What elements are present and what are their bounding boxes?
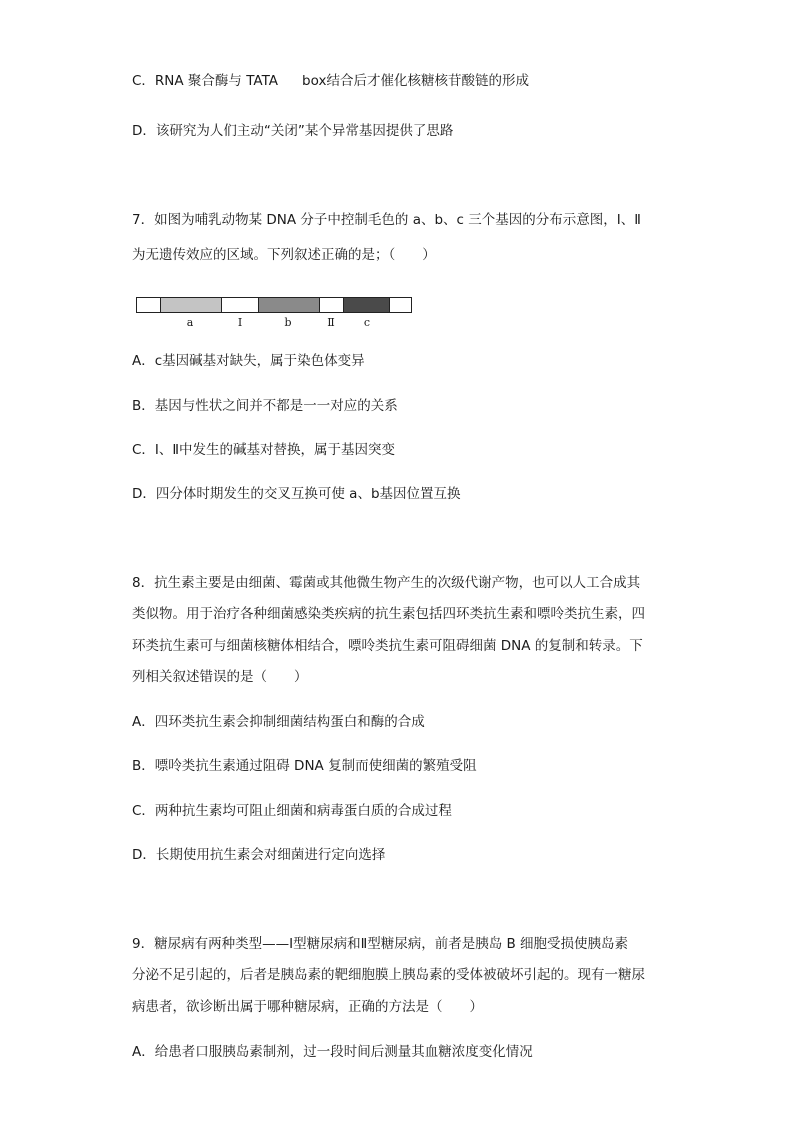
q8-option-b: B．嘌呤类抗生素通过阻碍 DNA 复制而使细菌的繁殖受阻 [132,758,477,774]
q7-stem-line1: 7．如图为哺乳动物某 DNA 分子中控制毛色的 a、b、c 三个基因的分布示意图，Ⅰ、Ⅱ [132,212,641,228]
q9-option-a: A．给患者口服胰岛素制剂，过一段时间后测量其血糖浓度变化情况 [132,1044,533,1060]
q8-option-c: C．两种抗生素均可阻止细菌和病毒蛋白质的合成过程 [132,803,452,819]
dna-segment-diagram [136,297,412,313]
q9-stem-line1: 9．糖尿病有两种类型——Ⅰ型糖尿病和Ⅱ型糖尿病，前者是胰岛 B 细胞受损使胰岛素 [132,936,629,952]
q9-stem-line3: 病患者，欲诊断出属于哪种糖尿病，正确的方法是（ ） [132,999,483,1015]
dna-label-c: c [363,316,371,329]
dna-label-a: a [186,316,194,329]
dna-seg-flank-left [137,298,161,312]
q8-option-d: D．长期使用抗生素会对细菌进行定向选择 [132,847,386,863]
dna-seg-flank-right [390,298,411,312]
dna-seg-gene-c [344,298,390,312]
q7-option-c: C．Ⅰ、Ⅱ中发生的碱基对替换，属于基因突变 [132,442,396,458]
q6-option-d: D．该研究为人们主动“关闭”某个异常基因提供了思路 [132,123,454,139]
q6-option-c-part1: C．RNA 聚合酶与 TATA [132,73,279,89]
dna-seg-gene-a [161,298,222,312]
q7-option-d: D．四分体时期发生的交叉互换可使 a、b基因位置互换 [132,486,461,502]
dna-seg-region-2 [320,298,344,312]
q7-option-a: A．c基因碱基对缺失，属于染色体变异 [132,353,365,369]
q8-stem-line3: 环类抗生素可与细菌核糖体相结合，嘌呤类抗生素可阻碍细菌 DNA 的复制和转录。下 [132,638,643,654]
dna-label-2: Ⅱ [327,316,335,329]
dna-label-b: b [284,316,292,329]
dna-label-1: Ⅰ [237,316,243,329]
q8-stem-line2: 类似物。用于治疗各种细菌感染类疾病的抗生素包括四环类抗生素和嘌呤类抗生素，四 [132,606,645,622]
q8-stem-line4: 列相关叙述错误的是（ ） [132,669,308,685]
dna-seg-gene-b [259,298,320,312]
q6-option-c-part2: box结合后才催化核糖核苷酸链的形成 [302,73,529,89]
q7-option-b: B．基因与性状之间并不都是一一对应的关系 [132,398,398,414]
q7-stem-line2: 为无遗传效应的区域。下列叙述正确的是；（ ） [132,247,436,263]
q6-option-c [132,71,529,91]
dna-seg-region-1 [222,298,259,312]
q8-option-a: A．四环类抗生素会抑制细菌结构蛋白和酶的合成 [132,714,425,730]
q9-stem-line2: 分泌不足引起的，后者是胰岛素的靶细胞膜上胰岛素的受体被破坏引起的。现有一糖尿 [132,967,645,983]
q8-stem-line1: 8．抗生素主要是由细菌、霉菌或其他微生物产生的次级代谢产物，也可以人工合成其 [132,575,641,591]
